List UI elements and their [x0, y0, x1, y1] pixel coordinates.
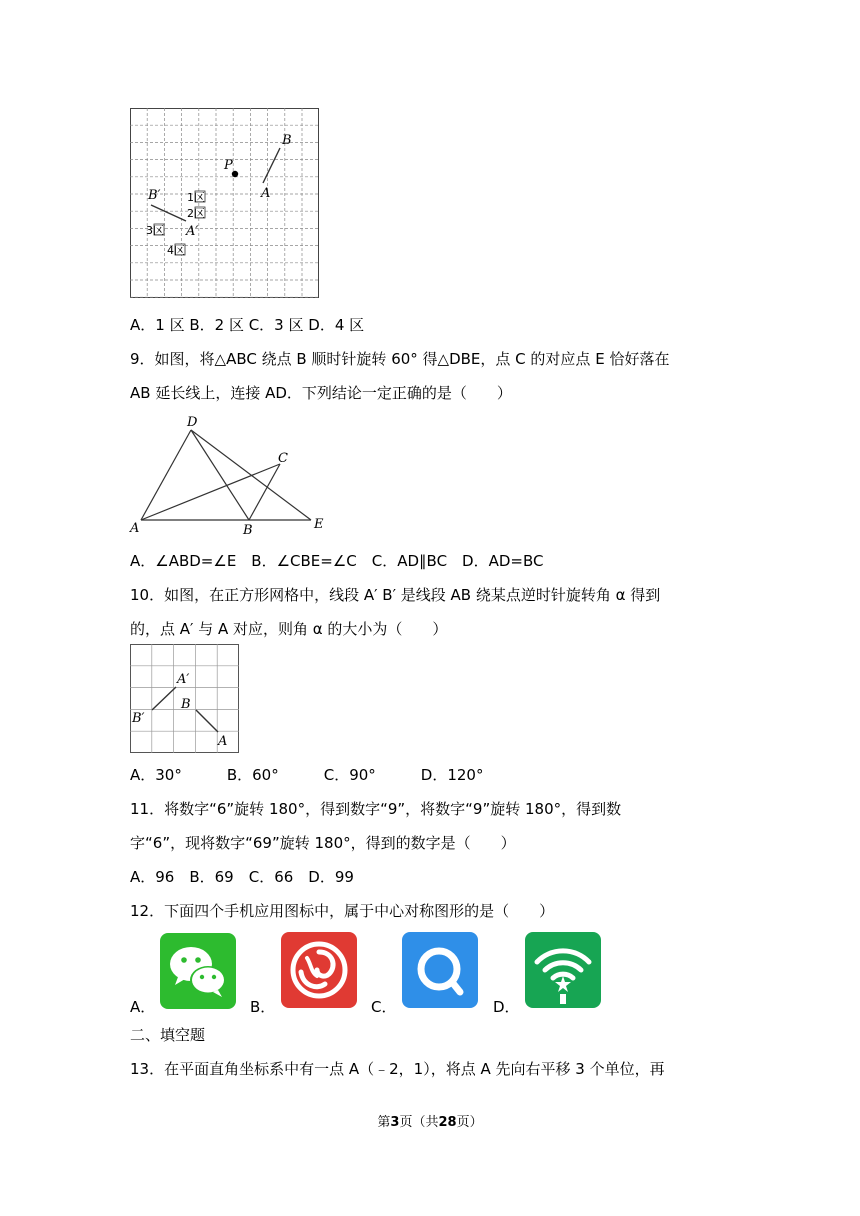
q11-question-line1: 11．将数字“6”旋转 180°，得到数字“9”，将数字“9”旋转 180°，得到数 [130, 800, 622, 818]
footer-total-pages: 28 [438, 1115, 457, 1130]
q8-label-a: A [261, 186, 271, 201]
q12-option-d: D． [493, 998, 520, 1016]
q9-label-b: B [243, 523, 253, 536]
q8-zone-2-char: 区 [194, 207, 205, 220]
search-q-icon [402, 932, 478, 1008]
footer-suffix: 页） [456, 1115, 483, 1130]
phoenix-icon [281, 932, 357, 1008]
q8-label-b: B [282, 133, 292, 148]
q8-label-p: P [224, 158, 233, 173]
q8-zone-2-num: 2 [187, 207, 194, 220]
q9-label-c: C [278, 451, 288, 466]
footer-middle: 页（共 [399, 1115, 439, 1130]
q9-label-a: A [130, 521, 140, 536]
q8-label-bp: B′ [148, 188, 161, 203]
q10-label-b: B [181, 697, 191, 712]
q8-label-ap: A′ [186, 224, 199, 239]
q8-options: A．1 区 B．2 区 C．3 区 D．4 区 [130, 316, 365, 334]
q8-point-p [232, 171, 238, 177]
q10-label-bp: B′ [132, 711, 145, 726]
wifi-icon [525, 932, 601, 1008]
wechat-icon [160, 933, 236, 1009]
q8-zone-3-num: 3 [146, 224, 153, 237]
q8-grid-figure [130, 108, 320, 300]
q9-options: A．∠ABD=∠E B．∠CBE=∠C C．AD∥BC D．AD=BC [130, 552, 544, 570]
page-footer [0, 1111, 860, 1130]
q8-zone-3-char: 区 [153, 224, 164, 237]
footer-page-number: 3 [390, 1115, 400, 1130]
q9-label-e: E [314, 517, 324, 532]
footer-prefix: 第 [377, 1115, 391, 1130]
q12-option-b: B． [250, 998, 276, 1016]
q13-question-line1: 13．在平面直角坐标系中有一点 A（﹣2，1），将点 A 先向右平移 3 个单位，再 [130, 1060, 665, 1078]
q8-zone-4-char: 区 [174, 244, 185, 257]
q9-triangle-figure [128, 410, 328, 536]
q12-option-c: C． [371, 998, 397, 1016]
q10-question-line2: 的，点 A′ 与 A 对应，则角 α 的大小为（ ） [130, 620, 448, 638]
section-title-fill-blank: 二、填空题 [130, 1026, 206, 1044]
q10-options: A．30° B．60° C．90° D．120° [130, 766, 484, 784]
q10-label-a: A [218, 734, 228, 749]
q12-question: 12．下面四个手机应用图标中，属于中心对称图形的是（ ） [130, 902, 555, 920]
q9-label-d: D [187, 415, 198, 430]
q10-grid-figure [130, 644, 240, 754]
q8-zone-4-num: 4 [167, 244, 174, 257]
q11-question-line2: 字“6”，现将数字“69”旋转 180°，得到的数字是（ ） [130, 834, 516, 852]
q9-question-line2: AB 延长线上，连接 AD．下列结论一定正确的是（ ） [130, 384, 512, 402]
q8-zone-1-char: 区 [194, 191, 205, 204]
q10-question-line1: 10．如图，在正方形网格中，线段 A′ B′ 是线段 AB 绕某点逆时针旋转角 α 得到 [130, 586, 661, 604]
q9-question-line1: 9．如图，将△ABC 绕点 B 顺时针旋转 60° 得△DBE，点 C 的对应点 E 恰好落在 [130, 350, 670, 368]
q8-zone-1-num: 1 [187, 191, 194, 204]
q12-option-a: A． [130, 998, 156, 1016]
q11-options: A．96 B．69 C．66 D．99 [130, 868, 354, 886]
q10-label-ap: A′ [177, 672, 190, 687]
